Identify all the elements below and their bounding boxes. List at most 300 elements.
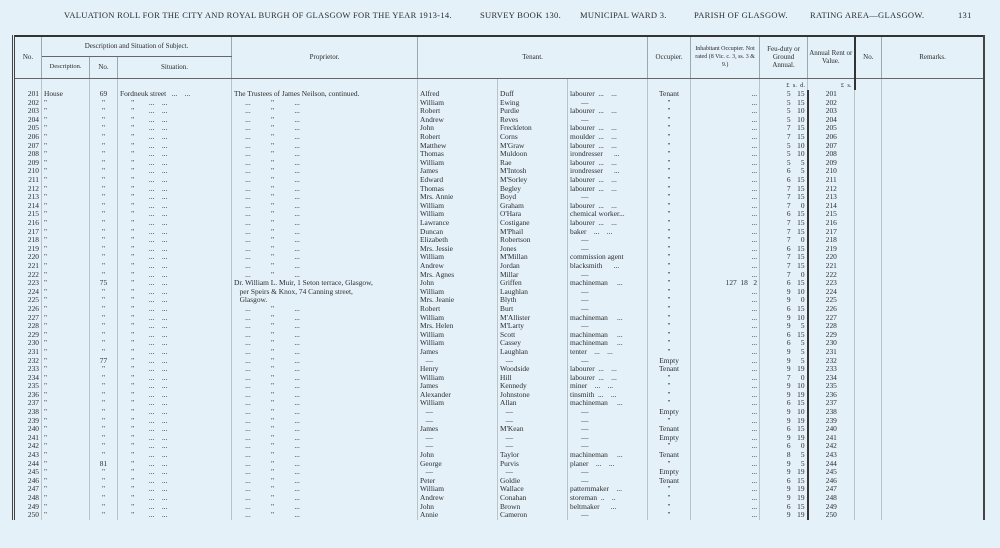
situation: " ... ... (118, 460, 232, 469)
tenant-occupation: irondresser ... (568, 150, 648, 159)
tenant-first-name: — (418, 442, 498, 451)
tenant-surname: Begley (498, 185, 568, 194)
situation: " ... ... (118, 296, 232, 305)
row-number-right: 206 (808, 133, 855, 142)
row-number: 202 (14, 99, 42, 108)
proprietor: ... " ... (232, 511, 418, 520)
proprietor: ... " ... (232, 124, 418, 133)
row-number-right: 209 (808, 159, 855, 168)
row-number: 239 (14, 417, 42, 426)
remarks (855, 279, 882, 288)
situation: " ... ... (118, 442, 232, 451)
row-number: 222 (14, 271, 42, 280)
table-row (14, 296, 985, 305)
house-number: " (90, 210, 118, 219)
header-no-2: No. (855, 36, 882, 78)
rent-pounds: 6 (786, 210, 791, 219)
tenant-occupation: labourer ... ... (568, 219, 648, 228)
tenant-surname: Cassey (498, 339, 568, 348)
occupier: " (648, 322, 691, 331)
table-row (14, 236, 985, 245)
tenant-first-name: Duncan (418, 228, 498, 237)
occupier: " (648, 374, 691, 383)
rent-pounds: 6 (786, 167, 791, 176)
feu-duty: ... (691, 159, 760, 168)
occupier: " (648, 331, 691, 340)
row-number: 235 (14, 382, 42, 391)
tenant-first-name: John (418, 451, 498, 460)
tenant-surname: M'Graw (498, 142, 568, 151)
rent-shillings: 5 (800, 322, 805, 331)
remarks (855, 468, 882, 477)
row-number: 233 (14, 365, 42, 374)
row-number-right: 202 (808, 99, 855, 108)
description: " (42, 322, 90, 331)
proprietor: ... " ... (232, 460, 418, 469)
table-row (14, 202, 985, 211)
row-number-right: 210 (808, 167, 855, 176)
remarks (855, 133, 882, 142)
table-row (14, 503, 985, 512)
tenant-surname: Graham (498, 202, 568, 211)
remarks (855, 167, 882, 176)
rent-shillings: 19 (797, 494, 805, 502)
tenant-surname: Allan (498, 399, 568, 408)
rent-pounds: 5 (786, 158, 791, 167)
row-number: 207 (14, 142, 42, 151)
occupier: " (648, 150, 691, 159)
situation: " ... ... (118, 228, 232, 237)
house-number: " (90, 477, 118, 486)
tenant-surname: Taylor (498, 451, 568, 460)
row-number: 244 (14, 460, 42, 469)
table-row (14, 142, 985, 151)
proprietor: ... " ... (232, 322, 418, 331)
proprietor: ... " ... (232, 271, 418, 280)
tenant-occupation: — (568, 477, 648, 486)
proprietor: ... " ... (232, 202, 418, 211)
occupier: " (648, 382, 691, 391)
rent-pounds: 7 (786, 227, 791, 236)
tenant-first-name: Matthew (418, 142, 498, 151)
situation: " ... ... (118, 365, 232, 374)
feu-duty: ... (691, 210, 760, 219)
rent-shillings: 0 (800, 236, 805, 245)
occupier: " (648, 253, 691, 262)
description: " (42, 279, 90, 288)
tenant-occupation: planer ... ... (568, 460, 648, 469)
row-number: 204 (14, 116, 42, 125)
annual-rent (760, 348, 808, 357)
header-occupier: Occupier. (648, 36, 691, 78)
parish: PARISH OF GLASGOW. (694, 10, 788, 20)
table-row (14, 288, 985, 297)
row-number-right: 236 (808, 391, 855, 400)
proprietor: ... " ... (232, 417, 418, 426)
header-number: No. (90, 56, 118, 78)
rent-pounds: 6 (786, 502, 791, 511)
tenant-first-name: — (418, 468, 498, 477)
annual-rent (760, 228, 808, 237)
rent-pounds: 7 (786, 124, 791, 133)
remarks (855, 322, 882, 331)
row-number: 205 (14, 124, 42, 133)
header-inhabitant: Inhabitant Occupier. Not rated (8 Vic. c. 3, ss. 3 & 9.) (691, 36, 760, 78)
proprietor: ... " ... (232, 193, 418, 202)
tenant-occupation: moulder ... ... (568, 133, 648, 142)
remarks (855, 150, 882, 159)
annual-rent (760, 167, 808, 176)
row-number: 228 (14, 322, 42, 331)
description: " (42, 477, 90, 486)
remarks (855, 460, 882, 469)
annual-rent (760, 116, 808, 125)
proprietor: ... " ... (232, 116, 418, 125)
proprietor: ... " ... (232, 99, 418, 108)
situation: " ... ... (118, 391, 232, 400)
table-row (14, 271, 985, 280)
feu-units: £ s. d. (760, 78, 808, 90)
description: House (42, 90, 90, 99)
description: " (42, 451, 90, 460)
row-number: 237 (14, 399, 42, 408)
tenant-first-name: Edward (418, 176, 498, 185)
annual-rent (760, 391, 808, 400)
tenant-surname: Scott (498, 331, 568, 340)
row-number: 218 (14, 236, 42, 245)
valuation-table (12, 35, 985, 520)
table-row (14, 262, 985, 271)
tenant-first-name: Andrew (418, 116, 498, 125)
row-number-right: 228 (808, 322, 855, 331)
feu-duty: ... (691, 253, 760, 262)
proprietor: ... " ... (232, 219, 418, 228)
rent-shillings: 15 (797, 124, 805, 133)
feu-duty: ... (691, 150, 760, 159)
occupier: " (648, 99, 691, 108)
row-number-right: 249 (808, 503, 855, 512)
tenant-first-name: Mrs. Agnes (418, 271, 498, 280)
house-number: 81 (90, 460, 118, 469)
occupier: " (648, 511, 691, 520)
rent-shillings: 5 (800, 356, 805, 365)
description: " (42, 185, 90, 194)
tenant-occupation: — (568, 408, 648, 417)
tenant-first-name: William (418, 159, 498, 168)
annual-rent (760, 176, 808, 185)
tenant-occupation: — (568, 425, 648, 434)
house-number: " (90, 219, 118, 228)
situation: " ... ... (118, 434, 232, 443)
feu-duty: ... (691, 451, 760, 460)
situation: " ... ... (118, 150, 232, 159)
row-number-right: 235 (808, 382, 855, 391)
occupier: " (648, 159, 691, 168)
row-number-right: 239 (808, 417, 855, 426)
situation: " ... ... (118, 468, 232, 477)
house-number: " (90, 374, 118, 383)
annual-rent (760, 314, 808, 323)
remarks (855, 262, 882, 271)
table-row (14, 425, 985, 434)
feu-duty: ... (691, 193, 760, 202)
tenant-occupation: — (568, 236, 648, 245)
description: " (42, 176, 90, 185)
row-number: 219 (14, 245, 42, 254)
situation: " ... ... (118, 425, 232, 434)
tenant-occupation: tinsmith ... ... (568, 391, 648, 400)
row-number: 250 (14, 511, 42, 520)
rent-shillings: 5 (800, 459, 805, 468)
proprietor: ... " ... (232, 228, 418, 237)
tenant-first-name: Robert (418, 107, 498, 116)
feu-duty: ... (691, 322, 760, 331)
row-number-right: 203 (808, 107, 855, 116)
tenant-occupation: machineman ... (568, 399, 648, 408)
table-row (14, 107, 985, 116)
description: " (42, 142, 90, 151)
annual-rent (760, 511, 808, 520)
table-row (14, 124, 985, 133)
annual-rent (760, 339, 808, 348)
rent-shillings: 5 (800, 347, 805, 356)
tenant-occupation: labourer ... ... (568, 374, 648, 383)
occupier: Tenant (648, 365, 691, 374)
feu-duty: ... (691, 331, 760, 340)
row-number: 241 (14, 434, 42, 443)
tenant-surname: Burt (498, 305, 568, 314)
rent-pounds: 7 (786, 184, 791, 193)
house-number: " (90, 391, 118, 400)
proprietor: ... " ... (232, 305, 418, 314)
tenant-first-name: Robert (418, 133, 498, 142)
row-number-right: 244 (808, 460, 855, 469)
description: " (42, 494, 90, 503)
house-number: " (90, 503, 118, 512)
header-description-group: Description and Situation of Subject. (42, 36, 232, 56)
remarks (855, 425, 882, 434)
table-row (14, 331, 985, 340)
remarks (855, 434, 882, 443)
table-row (14, 193, 985, 202)
rent-pounds: 7 (786, 236, 791, 245)
annual-rent (760, 219, 808, 228)
row-number: 203 (14, 107, 42, 116)
tenant-surname: Jordan (498, 262, 568, 271)
occupier: " (648, 339, 691, 348)
tenant-first-name: William (418, 314, 498, 323)
row-number: 245 (14, 468, 42, 477)
header-feu-duty: Feu-duty or Ground Annual. (760, 36, 808, 78)
feu-duty: ... (691, 425, 760, 434)
table-row (14, 185, 985, 194)
rent-pounds: 9 (786, 382, 791, 391)
rent-pounds: 6 (786, 330, 791, 339)
rent-shillings: 0 (800, 296, 805, 305)
remarks (855, 210, 882, 219)
rent-pounds: 6 (786, 244, 791, 253)
row-number-right: 243 (808, 451, 855, 460)
rent-shillings: 15 (797, 219, 805, 227)
remarks (855, 399, 882, 408)
house-number: " (90, 236, 118, 245)
remarks (855, 485, 882, 494)
row-number: 209 (14, 159, 42, 168)
row-number-right: 222 (808, 271, 855, 280)
rent-pounds: 9 (786, 313, 791, 322)
tenant-first-name: Henry (418, 365, 498, 374)
tenant-occupation: storeman .. .. (568, 494, 648, 503)
row-number: 243 (14, 451, 42, 460)
feu-duty: ... (691, 99, 760, 108)
row-number: 248 (14, 494, 42, 503)
table-row (14, 357, 985, 366)
occupier: " (648, 417, 691, 426)
occupier: " (648, 133, 691, 142)
annual-rent (760, 374, 808, 383)
rent-pounds: 7 (786, 201, 791, 210)
tenant-surname: — (498, 357, 568, 366)
feu-duty: ... (691, 391, 760, 400)
rent-shillings: 19 (797, 485, 805, 494)
rent-pounds: 7 (786, 261, 791, 270)
occupier: " (648, 296, 691, 305)
remarks (855, 348, 882, 357)
table-row (14, 477, 985, 486)
description: " (42, 124, 90, 133)
feu-duty: ... (691, 107, 760, 116)
row-number: 236 (14, 391, 42, 400)
occupier: Tenant (648, 477, 691, 486)
feu-duty: ... (691, 357, 760, 366)
tenant-occupation: tenter ... ... (568, 348, 648, 357)
occupier: " (648, 210, 691, 219)
description: " (42, 228, 90, 237)
table-row (14, 116, 985, 125)
feu-duty: ... (691, 399, 760, 408)
proprietor: ... " ... (232, 253, 418, 262)
description: " (42, 288, 90, 297)
table-row (14, 322, 985, 331)
table-row (14, 494, 985, 503)
house-number: " (90, 116, 118, 125)
situation: " ... ... (118, 503, 232, 512)
tenant-first-name: William (418, 339, 498, 348)
description: " (42, 382, 90, 391)
proprietor: ... " ... (232, 331, 418, 340)
tenant-occupation: labourer ... ... (568, 176, 648, 185)
tenant-first-name: William (418, 485, 498, 494)
proprietor: ... " ... (232, 210, 418, 219)
house-number: 75 (90, 279, 118, 288)
remarks (855, 477, 882, 486)
tenant-first-name: Andrew (418, 262, 498, 271)
rent-shillings: 15 (797, 279, 805, 288)
annual-rent (760, 305, 808, 314)
rent-shillings: 19 (797, 416, 805, 425)
rent-shillings: 15 (797, 133, 805, 142)
row-number-right: 248 (808, 494, 855, 503)
tenant-occupation: baker ... ... (568, 228, 648, 237)
feu-duty: ... (691, 124, 760, 133)
feu-duty: ... (691, 133, 760, 142)
description: " (42, 159, 90, 168)
row-number: 232 (14, 357, 42, 366)
house-number: " (90, 245, 118, 254)
occupier: " (648, 485, 691, 494)
rent-shillings: 5 (800, 167, 805, 176)
table-row (14, 511, 985, 520)
rent-shillings: 15 (797, 425, 805, 434)
tenant-first-name: Annie (418, 511, 498, 520)
remarks (855, 99, 882, 108)
description: " (42, 210, 90, 219)
rent-pounds: 7 (786, 270, 791, 279)
row-number-right: 212 (808, 185, 855, 194)
tenant-occupation: — (568, 305, 648, 314)
remarks (855, 391, 882, 400)
feu-duty: 127 18 2 (691, 279, 760, 288)
proprietor: ... " ... (232, 185, 418, 194)
description: " (42, 236, 90, 245)
proprietor: ... " ... (232, 451, 418, 460)
feu-duty: ... (691, 262, 760, 271)
rent-shillings: 15 (797, 227, 805, 236)
table-row (14, 391, 985, 400)
description: " (42, 107, 90, 116)
description: " (42, 348, 90, 357)
tenant-first-name: William (418, 99, 498, 108)
rent-shillings: 0 (800, 442, 805, 451)
description: " (42, 408, 90, 417)
tenant-occupation: chemical worker... (568, 210, 648, 219)
feu-duty: ... (691, 374, 760, 383)
table-row (14, 176, 985, 185)
row-number-right: 223 (808, 279, 855, 288)
remarks (855, 451, 882, 460)
tenant-occupation: machineman ... (568, 339, 648, 348)
table-row (14, 339, 985, 348)
annual-rent (760, 408, 808, 417)
situation: " ... ... (118, 279, 232, 288)
tenant-first-name: Peter (418, 477, 498, 486)
tenant-surname: Conahan (498, 494, 568, 503)
tenant-occupation: labourer ... ... (568, 202, 648, 211)
row-number-right: 230 (808, 339, 855, 348)
annual-rent (760, 124, 808, 133)
feu-duty: ... (691, 185, 760, 194)
tenant-surname: M'Phail (498, 228, 568, 237)
row-number-right: 226 (808, 305, 855, 314)
rent-shillings: 15 (797, 304, 805, 313)
tenant-occupation: machineman ... (568, 451, 648, 460)
tenant-surname: Kennedy (498, 382, 568, 391)
proprietor: ... " ... (232, 408, 418, 417)
house-number: " (90, 314, 118, 323)
situation: " ... ... (118, 322, 232, 331)
tenant-surname: Boyd (498, 193, 568, 202)
remarks (855, 314, 882, 323)
house-number: " (90, 382, 118, 391)
row-number: 247 (14, 485, 42, 494)
situation: " ... ... (118, 477, 232, 486)
situation: " ... ... (118, 116, 232, 125)
proprietor: ... " ... (232, 262, 418, 271)
tenant-occupation: labourer ... ... (568, 90, 648, 99)
description: " (42, 314, 90, 323)
annual-rent (760, 288, 808, 297)
description: " (42, 262, 90, 271)
